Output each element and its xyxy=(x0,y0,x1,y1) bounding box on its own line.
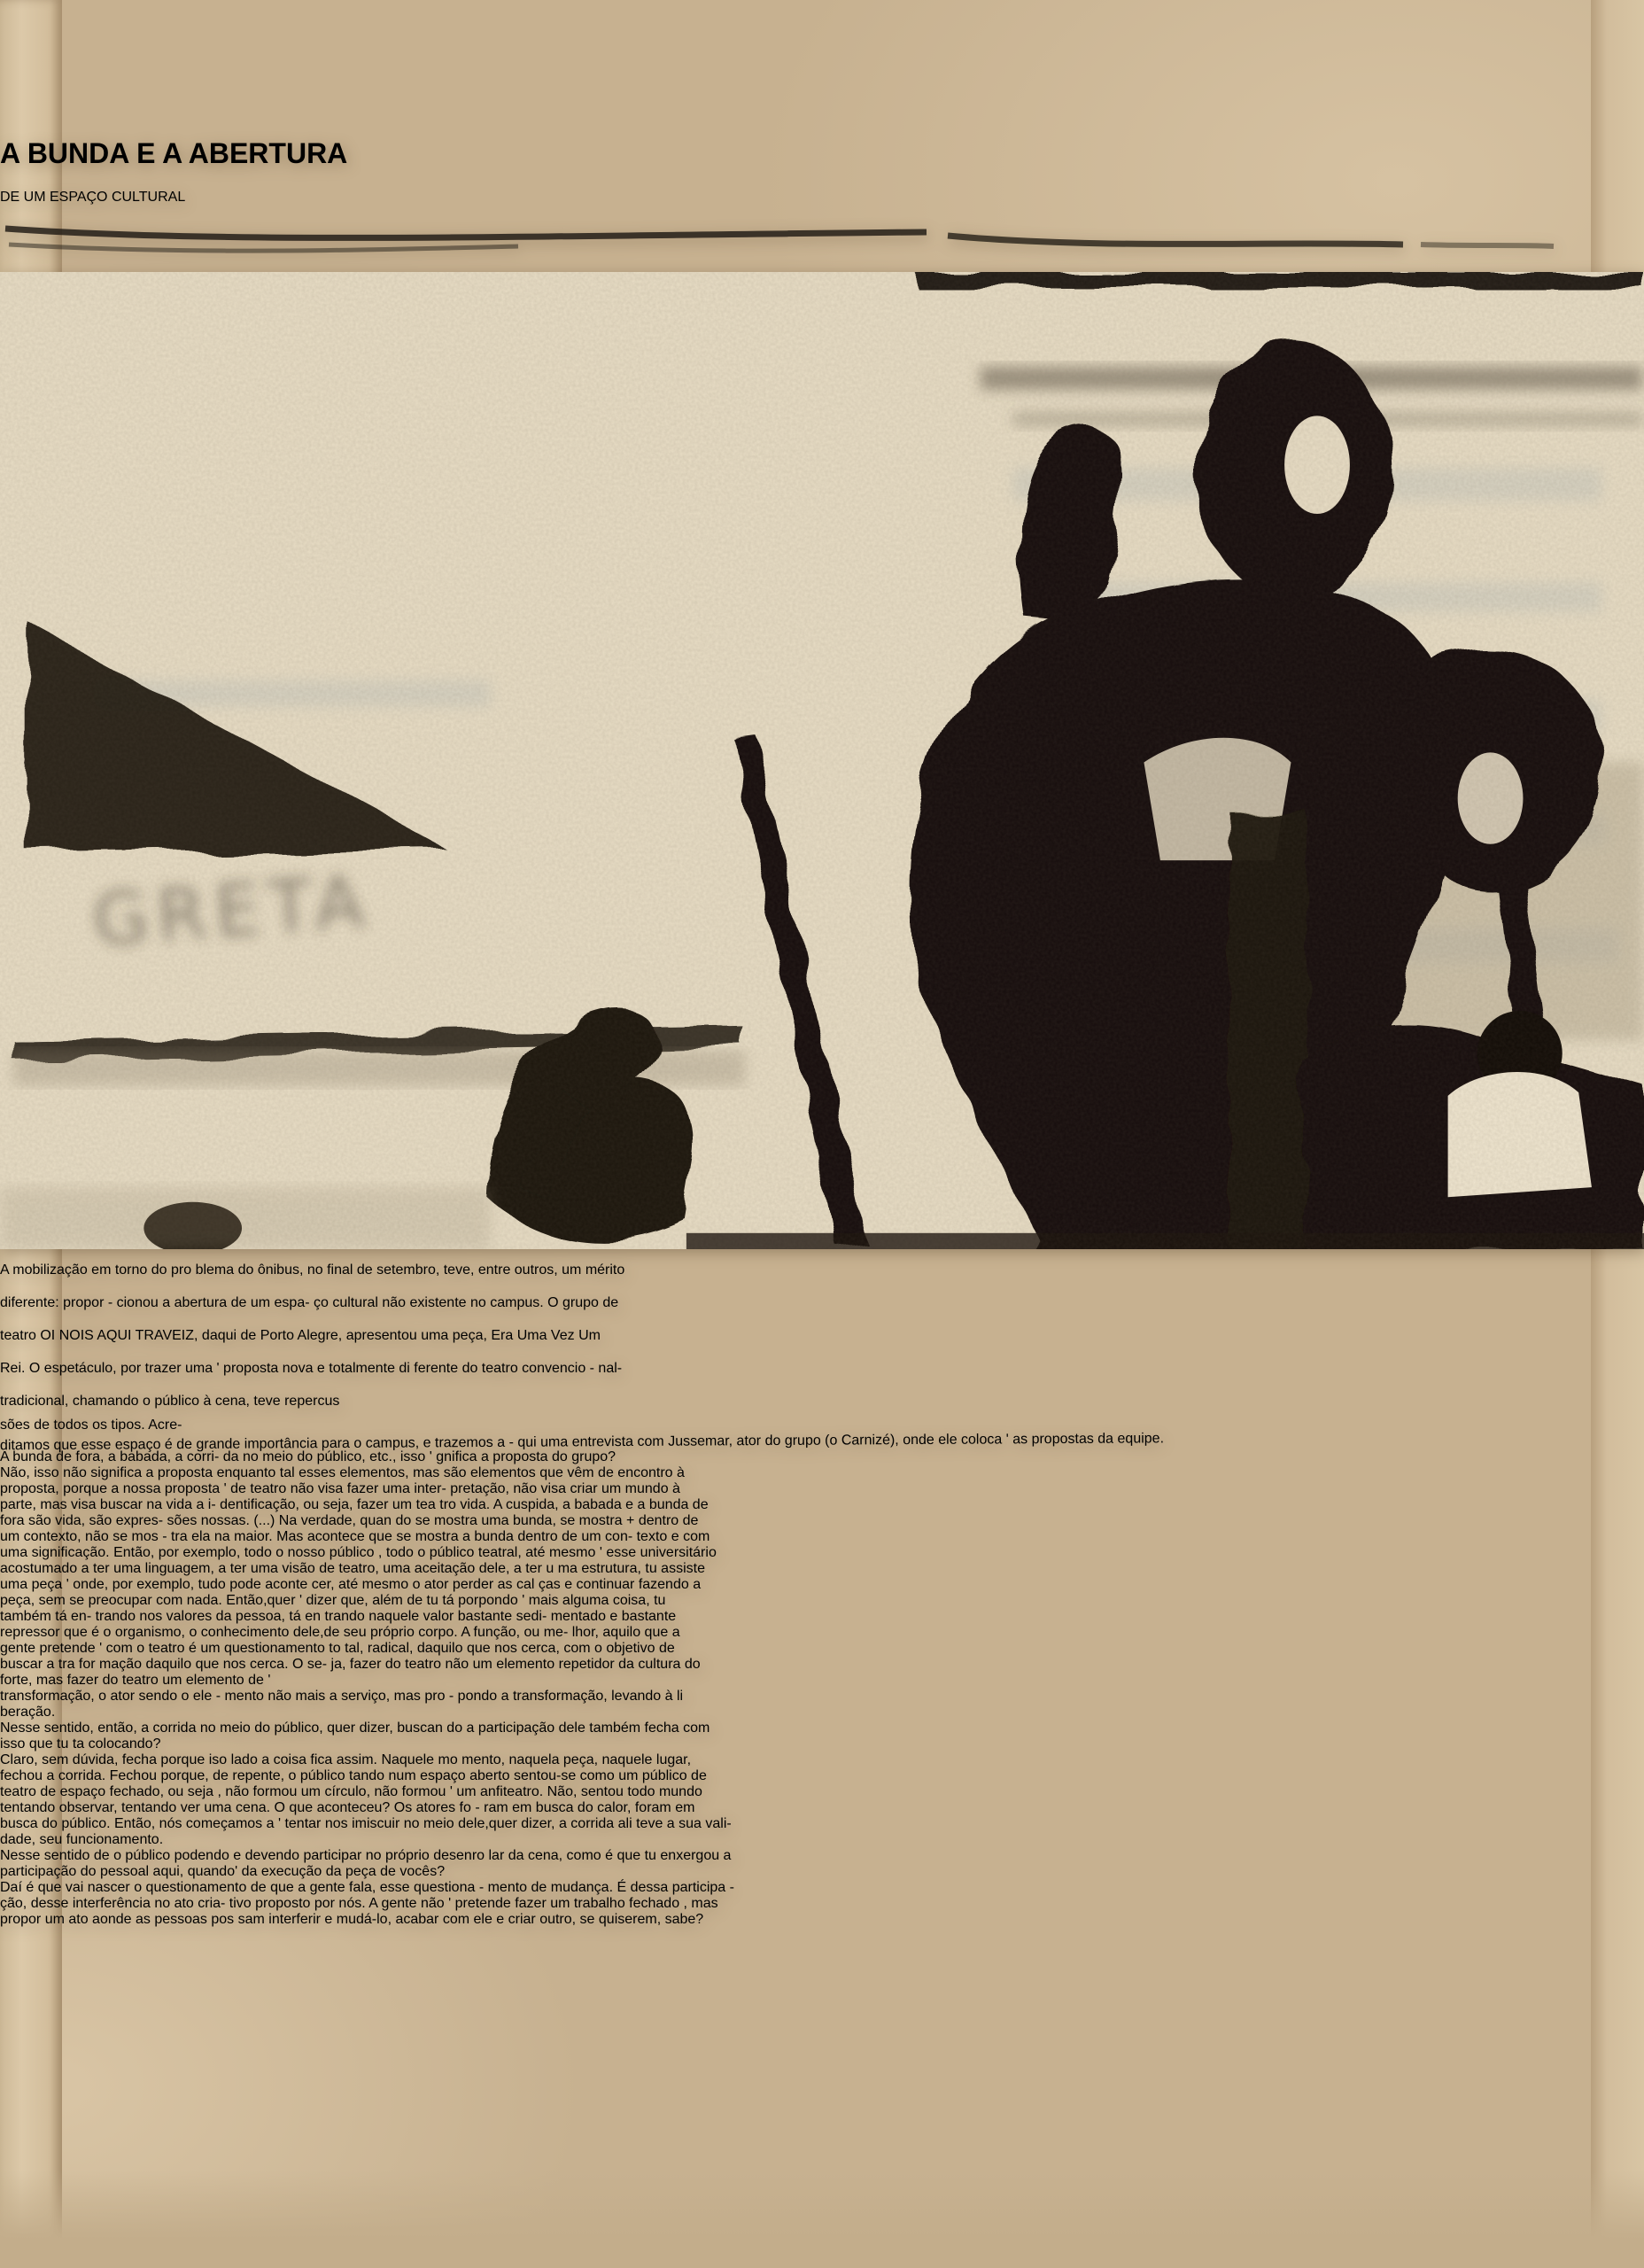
intro-text-after: O espetáculo, por trazer uma ' proposta nova e totalmente di ferente do teatro convencio - nal-tradicional, chamando o público à cena, teve repercus xyxy=(0,1361,623,1410)
bleed-ghost-line xyxy=(0,101,496,119)
page-title-line-2: DE UM ESPAÇO CULTURAL xyxy=(0,189,186,205)
intro-paragraph xyxy=(0,1254,629,1418)
interview-question-3: Nesse sentido de o público podendo e devendo participar no próprio desenro lar da cena, como é que tu enxergou a participação do pessoal aqui, quando' da execução da peça de vocês? xyxy=(0,1848,732,1880)
interview-answer-2: Claro, sem dúvida, fecha porque iso lado a coisa fica assim. Naquele mo mento, naquela peça, naquele lugar, fechou a corrida. Fechou porque, de repente, o público tando num espaço aberto sentou-se como um público de teatro de espaço fechado, ou seja , não formou um círculo, não formou ' um anfiteatro. Não, sentou todo mundo tentando observar, tentando ver uma cena. O que aconteceu? Os atores fo - ram em busca do calor, foram em busca do público. Então, nós começamos a ' tentar nos imiscuir no meio dele,quer dizer, a corrida ali teve a sua vali- dade, seu funcionamento. xyxy=(0,1752,732,1848)
interview-question-1: A bunda de fora, a babada, a corri- da no meio do público, etc., isso ' gnifica a proposta do grupo? xyxy=(0,1449,616,1465)
intro-lead-fullwidth: ditamos que esse espaço é de grande importância para o campus, e trazemos a - qui uma entrevista com Jussemar, ator do grupo (o Carnizé), onde ele coloca ' as propostas da equipe. xyxy=(0,1431,1165,1454)
performance-photo xyxy=(0,272,1644,1254)
intro-overflow-line: sões de todos os tipos. Acre- xyxy=(0,1418,182,1433)
marker-underline-1 xyxy=(0,206,939,268)
bleed-ghost-line xyxy=(0,0,620,21)
interview-question-2: Nesse sentido, então, a corrida no meio do público, quer dizer, buscan do a participação dele também fecha com isso que tu ta colocando? xyxy=(0,1720,710,1752)
answer-1-continuation: transformação, o ator sendo o ele - mento não mais a serviço, mas pro - pondo a transformação, levando à li beração. xyxy=(0,1689,684,1720)
graffiti-text: GRETA xyxy=(89,860,376,963)
bleed-ghost-line xyxy=(0,21,531,41)
interview-answer-3: Daí é que vai nascer o questionamento de que a gente fala, esse questiona - mento de mudança. É dessa participa - ção, desse interferência no ato cria- tivo proposto por nós. A gente não ' pretende fazer um trabalho fechado , mas propor um ato aonde as pessoas pos sam interferir e mudá-lo, acabar com ele e criar outro, se quiserem, sabe? xyxy=(0,1880,734,1928)
performance-photo-svg xyxy=(0,272,1644,1249)
bleed-ghost-line xyxy=(0,41,461,60)
interview-answer-1: Não, isso não significa a proposta enquanto tal esses elementos, mas são elementos que vêm de encontro à proposta, porque a nossa proposta ' de teatro não visa fazer uma inter- pretação, não visa criar um mundo à parte, mas visa buscar na vida a i- dentificação, ou seja, fazer um tea tro vida. A cuspida, a babada e a bunda de fora são vida, são expres- sões nossas. (...) Na verdade, quan do se mostra uma bunda, se mostra + dentro de um contexto, não se mos - tra ela na maior. Mas acontece que se mostra a bunda dentro de um con- texto e com uma significação. Então, por exemplo, todo o nosso público , todo o público teatral, até mesmo ' esse universitário acostumado a ter uma linguagem, a ter uma visão de teatro, uma aceitação dele, a ter u ma estrutura, tu assiste uma peça ' onde, por exemplo, tudo pode aconte cer, até mesmo o ator perder as cal ças e continuar fazendo a peça, sem se preocupar com nada. Então,quer ' dizer que, além de tu tá porpondo ' mais alguma coisa, tu também tá en- trando nos valores da pessoa, tá en trando naquele valor bastante sedi- mentado e bastante repressor que é o organismo, o conhecimento dele,de seu próprio corpo. A função, ou me- lhor, aquilo que a gente pretende ' com o teatro é um questionamento to tal, radical, daquilo que nos cerca, com o objetivo de buscar a tra for mação daquilo que nos cerca. O se- ja, fazer do teatro não um elemento repetidor da cultura do forte, mas fazer do teatro um elemento de ' xyxy=(0,1465,717,1689)
intro-text-before: A mobilização em torno do pro blema do ônibus, no final de setembro, teve, entre outros, um mérito diferente: propor - cionou a abertura de um espa- ço cultural não existente no campus. O grupo de teatro OI NOIS AQUI TRAVEIZ, daqui de Porto Alegre, apresentou uma peça, xyxy=(0,1262,625,1344)
play-title-underlined: Era Uma Vez Um Rei. xyxy=(0,1328,601,1377)
bleed-ghost-line xyxy=(0,60,496,80)
photo-grain xyxy=(0,272,1644,1249)
bleed-ghost-line xyxy=(0,80,567,101)
marker-underline-2 xyxy=(942,223,1563,268)
page-title-line-1: A BUNDA E A ABERTURA xyxy=(0,137,348,170)
